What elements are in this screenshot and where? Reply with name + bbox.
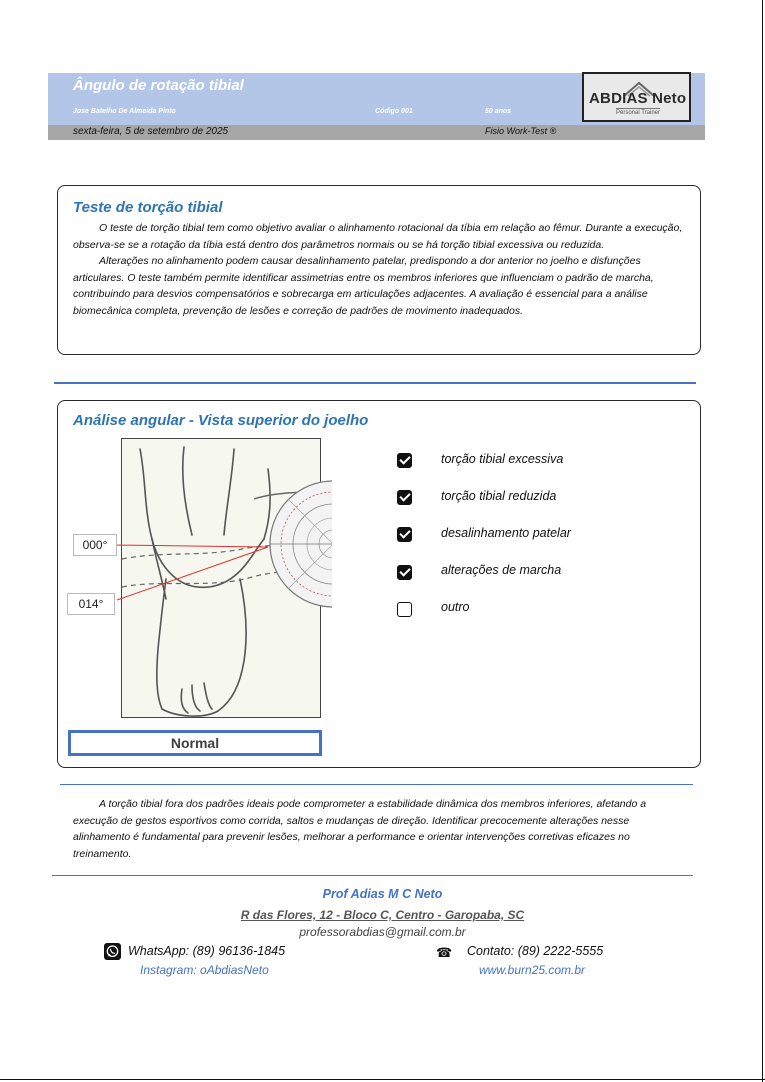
checkbox-label-other: outro — [441, 600, 470, 614]
report-date: sexta-feira, 5 de setembro de 2025 — [73, 126, 229, 137]
brand-name: Fisio Work-Test ® — [485, 126, 557, 136]
whatsapp-number: WhatsApp: (89) 96136-1845 — [128, 944, 286, 958]
measurement-lines — [0, 520, 300, 640]
checkbox-label-excessive-torsion: torção tibial excessiva — [441, 452, 564, 466]
analysis-card-title: Análise angular - Vista superior do joelho — [73, 412, 369, 429]
record-code: Código 001 — [375, 108, 413, 115]
whatsapp-icon — [104, 943, 121, 960]
summary-top-rule — [60, 784, 693, 785]
checkbox-label-patellar-misalignment: desalinhamento patelar — [441, 526, 571, 540]
checkbox-other[interactable] — [397, 602, 412, 617]
intro-card-title: Teste de torção tibial — [73, 199, 223, 216]
result-box: Normal — [68, 730, 322, 756]
checkbox-label-reduced-torsion: torção tibial reduzida — [441, 489, 557, 503]
logo-wordmark: ABDIAS Neto — [589, 90, 687, 107]
instagram-link[interactable]: Instagram: oAbdiasNeto — [140, 963, 269, 977]
checkbox-label-gait-changes: alterações de marcha — [441, 563, 562, 577]
reference-angle-label: 000° — [73, 534, 117, 556]
intro-paragraph-1: O teste de torção tibial tem como objetivo avaliar o alinhamento rotacional da tíbia em relação ao fêmur. Durante a execução, observa-se se a rotação da tíbia está dentro dos parâmetros normais ou se há torção tibial excessiva ou reduzida. — [73, 222, 683, 251]
trainer-name: Prof Adias M C Neto — [322, 887, 443, 901]
summary-bottom-rule — [52, 875, 693, 876]
intro-card-body — [73, 220, 686, 343]
trainer-email[interactable]: professorabdias@gmail.com.br — [299, 925, 466, 939]
measured-angle-label: 014° — [67, 593, 115, 615]
telephone-icon: ☎ — [436, 945, 453, 960]
person-name: Jose Batelho De Almeida Pinto — [73, 108, 176, 115]
person-age: 50 anos — [485, 108, 512, 115]
checkbox-excessive-torsion[interactable] — [397, 453, 412, 468]
website-link[interactable]: www.burn25.com.br — [479, 963, 586, 977]
checkbox-patellar-misalignment[interactable] — [397, 527, 412, 542]
checkbox-reduced-torsion[interactable] — [397, 490, 412, 505]
page-edge-bottom — [0, 1079, 765, 1080]
checkbox-gait-changes[interactable] — [397, 565, 412, 580]
report-title: Ângulo de rotação tibial — [73, 77, 244, 94]
summary-text-block — [73, 796, 683, 862]
trainer-address: R das Flores, 12 - Bloco C, Centro - Garopaba, SC — [240, 908, 525, 922]
intro-paragraph-2: Alterações no alinhamento podem causar desalinhamento patelar, predispondo a dor anterior no joelho e disfunções articulares. O teste também permite identificar assimetrias entre os membros inferiores que influenciam o padrão de marcha, contribuindo para desvios compensatórios e sobrecarga em articulações adjacentes. A avaliação é essencial para a análise biomecânica completa, prevenção de lesões e correção de padrões de movimento inadequados. — [73, 255, 654, 317]
brand-logo — [582, 72, 691, 122]
summary-paragraph: A torção tibial fora dos padrões ideais pode comprometer a estabilidade dinâmica dos membros inferiores, afetando a execução de gestos esportivos como corrida, saltos e mudanças de direção. Identificar precocemente alterações nesse alinhamento é fundamental para prevenir lesões, melhorar a performance e orientar intervenções corretivas eficazes no treinamento. — [73, 798, 647, 860]
logo-subtitle: Personal Trainer — [616, 110, 661, 116]
contact-number: Contato: (89) 2222-5555 — [467, 944, 604, 958]
section-divider — [54, 382, 696, 384]
